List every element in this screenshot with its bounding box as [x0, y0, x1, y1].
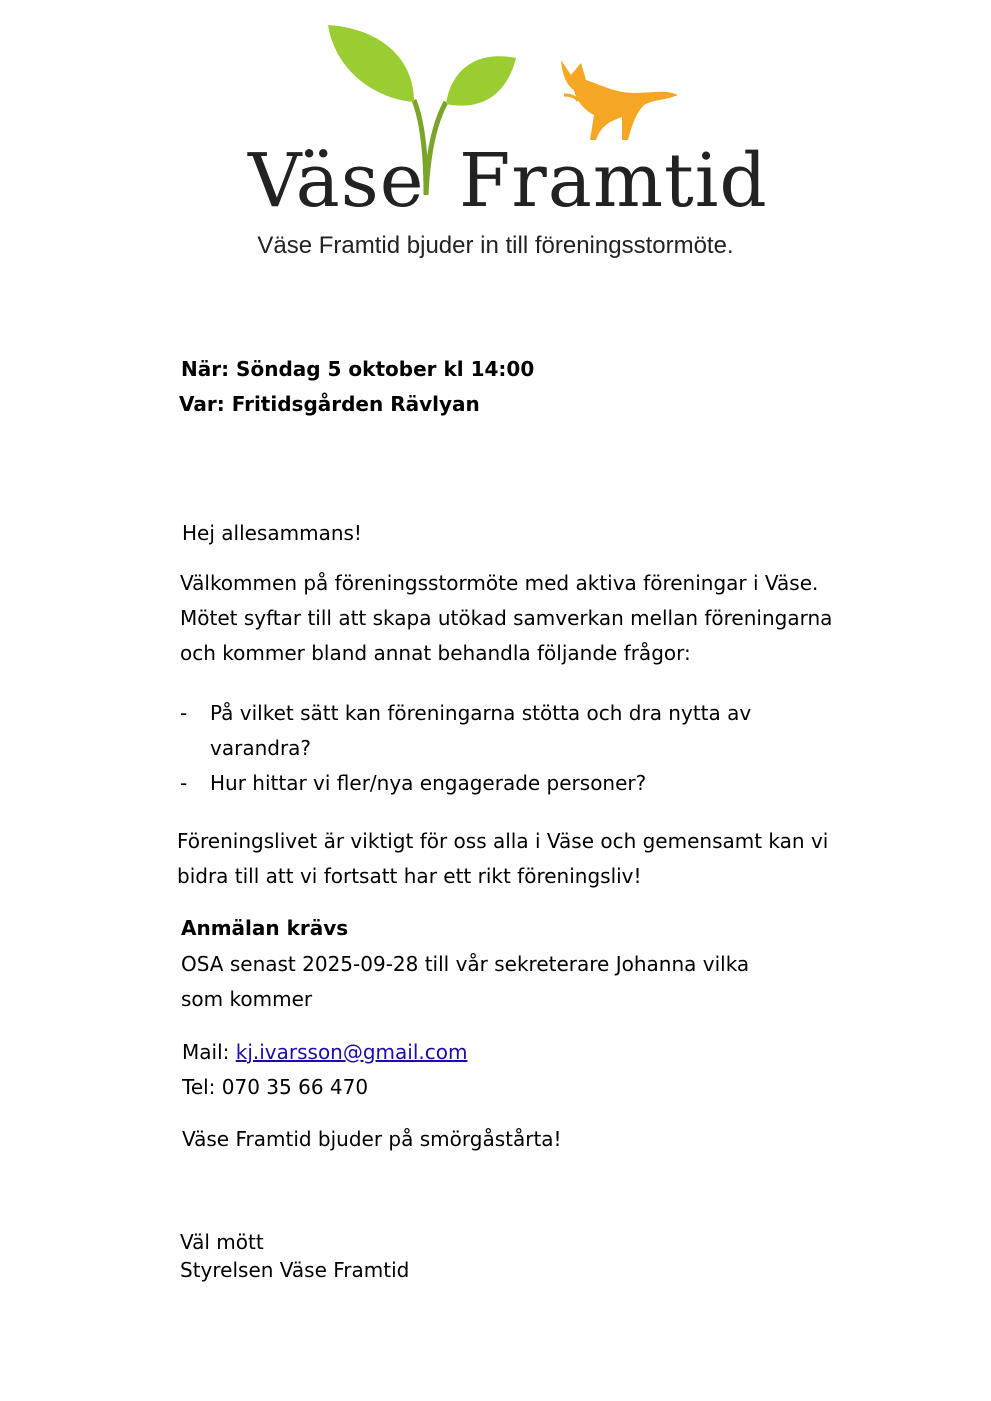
closing-line: bidra till att vi fortsatt har ett rikt föreningsliv!: [177, 864, 642, 888]
email-link[interactable]: kj.ivarsson@gmail.com: [235, 1040, 468, 1064]
bullet-dash: -: [180, 771, 188, 795]
event-when: När: Söndag 5 oktober kl 14:00: [181, 357, 535, 381]
logo-word-framtid: Framtid: [459, 138, 768, 224]
question-line: Hur hittar vi fler/nya engagerade personer?: [210, 771, 647, 795]
registration-line: som kommer: [181, 987, 313, 1011]
intro-paragraph: [180, 566, 832, 671]
intro-line: Mötet syftar till att skapa utökad samverkan mellan föreningarna: [180, 606, 833, 630]
vase-framtid-logo: [236, 20, 768, 224]
intro-line: och kommer bland annat behandla följande frågor:: [180, 641, 691, 665]
registration-title: Anmälan krävs: [181, 916, 349, 940]
closing-paragraph: [177, 824, 828, 894]
phone-line: Tel: 070 35 66 470: [182, 1075, 369, 1099]
logo-word-vase: Väse: [248, 138, 425, 224]
cake-note: Väse Framtid bjuder på smörgåstårta!: [182, 1127, 562, 1151]
mail-line: [182, 1035, 467, 1070]
signoff: [180, 1228, 409, 1284]
greeting: Hej allesammans!: [182, 521, 362, 545]
intro-line: Välkommen på föreningsstormöte med aktiva föreningar i Väse.: [180, 571, 819, 595]
question-line: På vilket sätt kan föreningarna stötta och dra nytta av: [210, 701, 752, 725]
signoff-greeting: Väl mött: [180, 1230, 264, 1254]
signoff-signature: Styrelsen Väse Framtid: [180, 1258, 410, 1282]
closing-line: Föreningslivet är viktigt för oss alla i Väse och gemensamt kan vi: [177, 829, 829, 853]
headline: Väse Framtid bjuder in till föreningsstormöte.: [257, 232, 734, 259]
question-line: varandra?: [210, 736, 312, 760]
fox-icon: [556, 55, 681, 145]
event-where: Var: Fritidsgården Rävlyan: [179, 392, 480, 416]
mail-label: Mail:: [182, 1040, 236, 1064]
registration-text: [181, 947, 749, 1017]
bullet-dash: -: [180, 701, 188, 725]
registration-line: OSA senast 2025-09-28 till vår sekreterare Johanna vilka: [181, 952, 750, 976]
